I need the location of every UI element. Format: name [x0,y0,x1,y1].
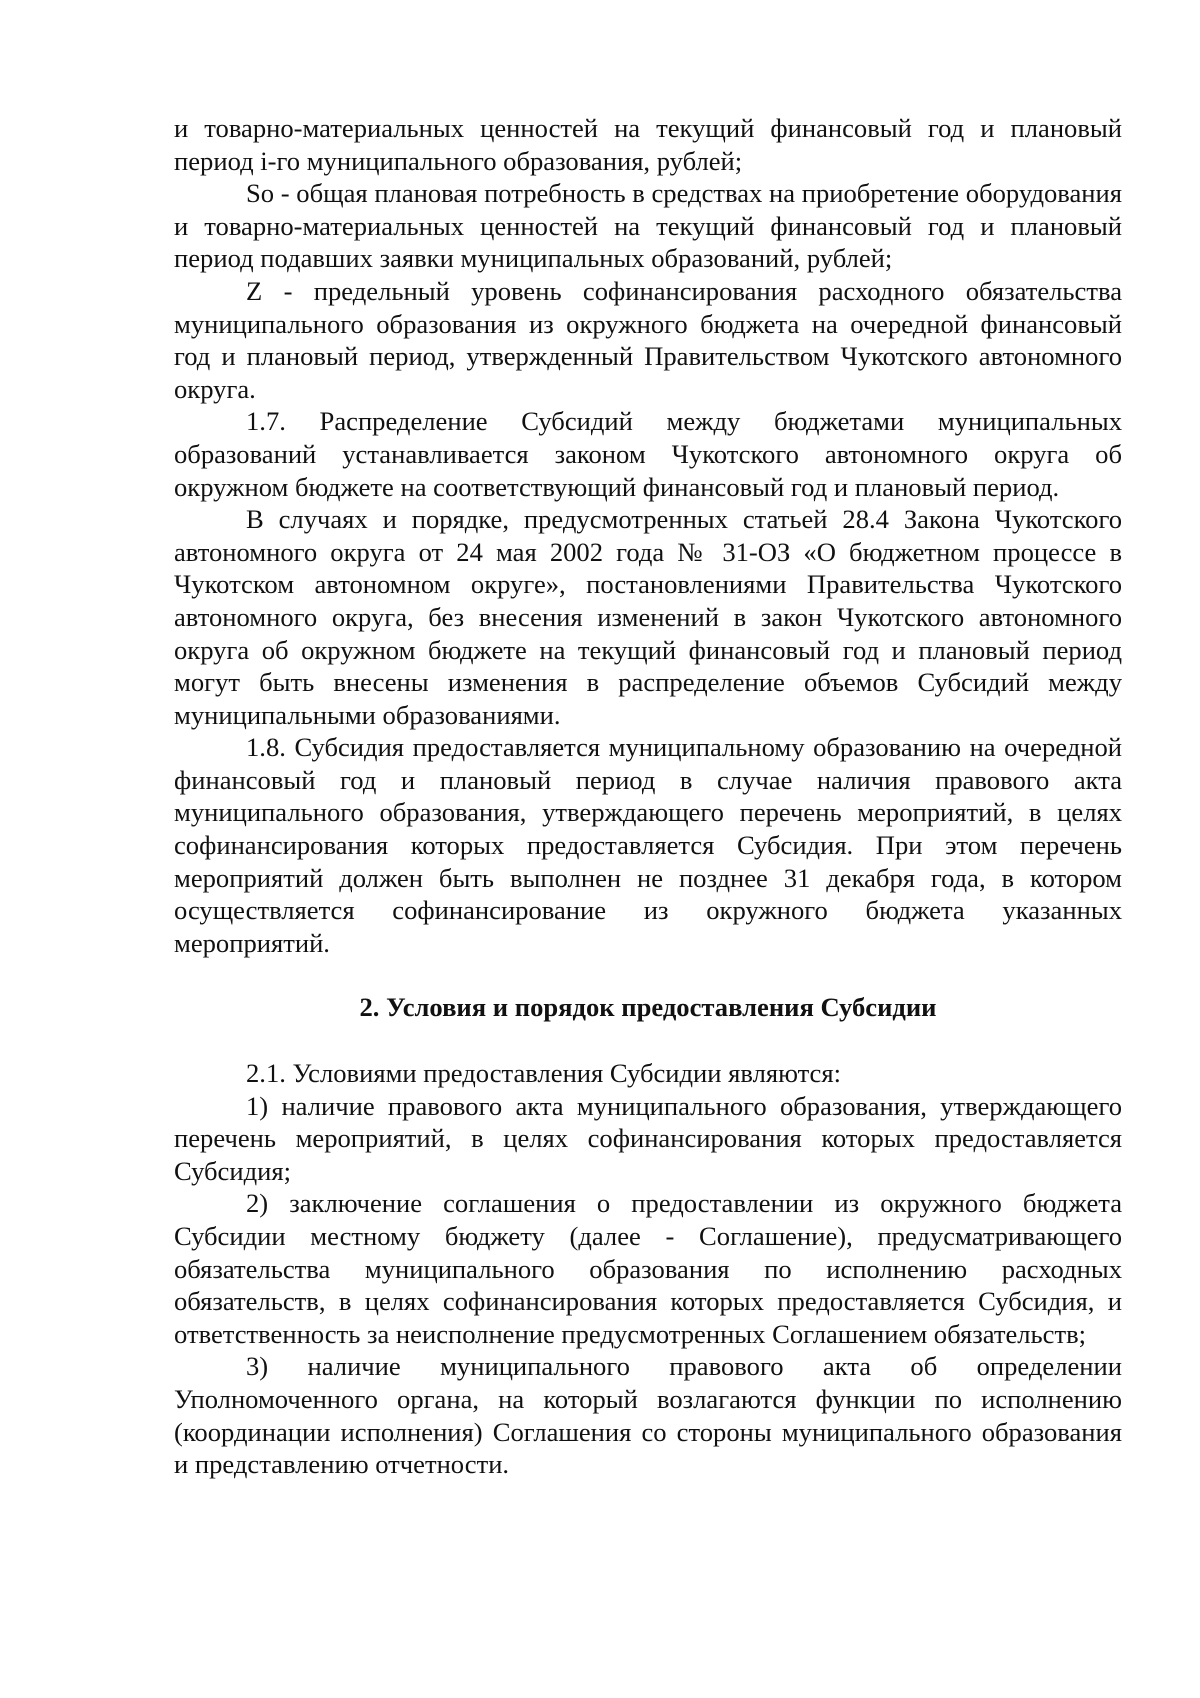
spacer [174,1024,1122,1057]
paragraph-condition-1: 1) наличие правового акта муниципального образования, утверждающего перечень мероприятий, в целях софинансирования которых предоставляется Субсидия; [174,1090,1122,1186]
paragraph-clause-1-7-cases: В случаях и порядке, предусмотренных статьей 28.4 Закона Чукотского автономного округа от 24 мая 2002 года № 31-ОЗ «О бюджетном процессе в Чукотском автономном округе», постановлениями Правительства Чукотского автономного округа, без внесения изменений в закон Чукотского автономного округа об окружном бюджете на текущий финансовый год и плановый период могут быть внесены изменения в распределение объемов Субсидий между муниципальными образованиями. [174,504,1122,730]
paragraph-clause-1-8: 1.8. Субсидия предоставляется муниципальному образованию на очередной финансовый год и плановый период в случае наличия правового акта муниципального образования, утверждающего перечень мероприятий, в целях софинансирования которых предоставляется Субсидия. При этом перечень мероприятий должен быть выполнен не позднее 31 декабря года, в котором осуществляется софинансирование из окружного бюджета указанных мероприятий. [174,732,1122,958]
paragraph-continuation: и товарно-материальных ценностей на текущий финансовый год и плановый период i-го муниципального образования, рублей; [174,113,1122,176]
paragraph-definition-z: Z - предельный уровень софинансирования расходного обязательства муниципального образования из окружного бюджета на очередной финансовый год и плановый период, утвержденный Правительством Чукотского автономного округа. [174,275,1122,404]
spacer [174,959,1122,991]
document-page [174,112,1122,1481]
paragraph-condition-3: 3) наличие муниципального правового акта об определении Уполномоченного органа, на который возлагаются функции по исполнению (координации исполнения) Соглашения со стороны муниципального образования и представлению отчетности. [174,1351,1122,1480]
section-heading: 2. Условия и порядок предоставления Субсидии [359,992,937,1023]
paragraph-condition-2: 2) заключение соглашения о предоставлении из окружного бюджета Субсидии местному бюджету (далее - Соглашение), предусматривающего обязательства муниципального образования по исполнению расходных обязательств, в целях софинансирования которых предоставляется Субсидия, и ответственность за неисполнение предусмотренных Соглашением обязательств; [174,1188,1122,1349]
paragraph-clause-1-7: 1.7. Распределение Субсидий между бюджетами муниципальных образований устанавливается законом Чукотского автономного округа об окружном бюджете на соответствующий финансовый год и плановый период. [174,406,1122,502]
paragraph-clause-2-1: 2.1. Условиями предоставления Субсидии являются: [246,1058,841,1089]
paragraph-definition-so: So - общая плановая потребность в средствах на приобретение оборудования и товарно-материальных ценностей на текущий финансовый год и плановый период подавших заявки муниципальных образований, рублей; [174,178,1122,274]
